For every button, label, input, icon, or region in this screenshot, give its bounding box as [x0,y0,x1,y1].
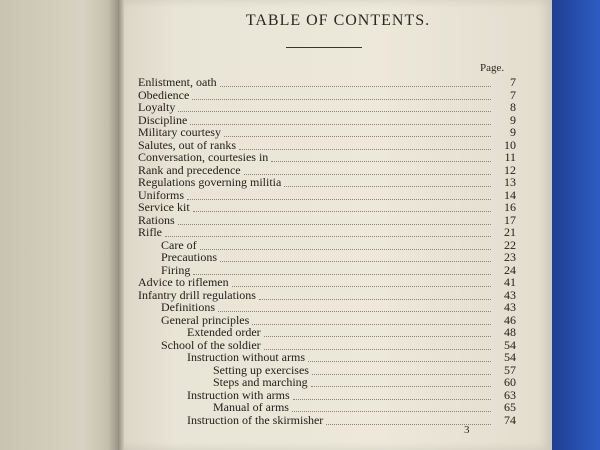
toc-entry-label: Advice to riflemen [138,275,229,289]
toc-entry-page: 10 [504,137,516,152]
toc-entry-label: Salutes, out of ranks [138,137,236,152]
toc-entry-label: Uniforms [138,187,184,202]
toc-entry-page: 65 [504,400,516,414]
toc-entry-page: 22 [504,237,516,252]
page-column-header: Page. [480,62,505,74]
toc-entry-page: 43 [504,300,516,314]
toc-entry-page: 7 [510,87,516,102]
toc-entry-label: Rank and precedence [138,162,241,177]
dot-leader [165,236,491,237]
toc-entry-label: Precautions [161,250,217,264]
dot-leader [178,111,491,112]
toc-entry-label: Setting up exercises [213,362,309,377]
toc-entry-page: 23 [504,250,516,264]
dot-leader [259,299,491,300]
toc-entry-label: Military courtesy [138,125,221,139]
toc-entry-label: Instruction with arms [187,387,290,402]
dot-leader [220,261,491,262]
toc-entry-page: 54 [504,350,516,364]
dot-leader [200,249,491,250]
dot-leader [264,336,491,337]
page-number: 3 [464,424,470,436]
toc-entry-page: 63 [504,387,516,402]
dot-leader [284,186,491,187]
toc-entry-page: 17 [504,212,516,227]
toc-entry-label: Instruction of the skirmisher [187,412,324,427]
toc-entry-page: 43 [504,287,516,302]
dot-leader [224,136,491,137]
toc-entry-label: Firing [161,262,191,277]
toc-entry-label: Definitions [161,300,215,314]
toc-entry-label: Extended order [187,325,261,339]
toc-entry-label: Service kit [138,200,190,214]
dot-leader [308,361,491,362]
toc-entry-page: 41 [504,275,516,289]
toc-entry-label: General principles [161,312,250,327]
left-page [0,0,118,450]
dot-leader [232,286,491,287]
dot-leader [311,386,491,387]
toc-entry-label: Instruction without arms [187,350,305,364]
toc-entry-page: 9 [510,112,516,127]
blue-background [552,0,600,450]
toc-entry-page: 8 [510,100,516,114]
contents-page [124,0,552,450]
dot-leader [293,399,491,400]
toc-entry-label: Rations [138,212,175,227]
toc-entry-label: Steps and marching [213,375,308,389]
page-title: TABLE OF CONTENTS. [245,12,431,29]
dot-leader [218,311,491,312]
toc-entry-label: Care of [161,237,197,252]
toc-entry-page: 21 [504,225,516,239]
toc-entry-page: 48 [504,325,516,339]
toc-entry-page: 7 [510,75,516,89]
dot-leader [193,211,491,212]
dot-leader [312,374,491,375]
dot-leader [178,224,491,225]
toc-entry-page: 16 [504,200,516,214]
toc-entry-label: Infantry drill regulations [138,287,256,302]
toc-entry-page: 57 [504,362,516,377]
toc-entry-label: Discipline [138,112,188,127]
title-rule [286,47,362,48]
toc-entry-page: 46 [504,312,516,327]
toc-entry-page: 54 [504,337,516,352]
toc-entry-page: 74 [504,412,516,427]
dot-leader [220,86,491,87]
toc-entry-label: Regulations governing militia [138,175,282,189]
dot-leader [187,199,491,200]
toc-entry-page: 11 [504,150,516,164]
dot-leader [239,149,491,150]
dot-leader [192,99,491,100]
toc-entry-label: Enlistment, oath [138,75,217,89]
toc-entry-page: 9 [510,125,516,139]
toc-entry-page: 60 [504,375,516,389]
toc-entry-page: 12 [504,162,516,177]
toc-entry-label: Manual of arms [213,400,289,414]
dot-leader [193,274,491,275]
toc-entry-page: 24 [504,262,516,277]
toc-entry-label: School of the soldier [161,337,261,352]
toc-entry-label: Obedience [138,87,190,102]
toc-entry-label: Rifle [138,225,162,239]
dot-leader [271,161,491,162]
toc-entry-label: Conversation, courtesies in [138,150,269,164]
toc-entry-page: 14 [504,187,516,202]
toc-entry-label: Loyalty [138,100,176,114]
dot-leader [190,124,491,125]
dot-leader [252,324,491,325]
toc-entry-page: 13 [504,175,516,189]
